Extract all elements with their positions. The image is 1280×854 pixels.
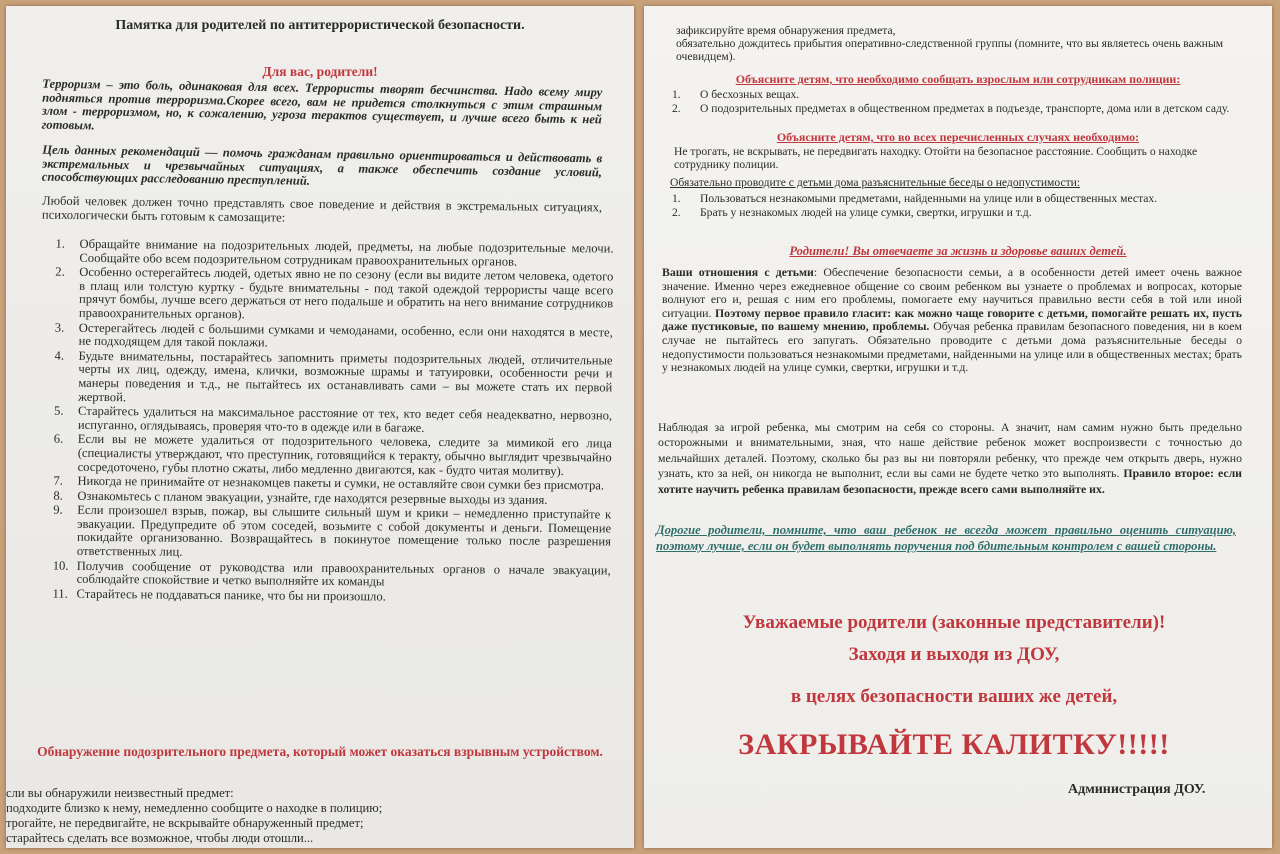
found-heading: Обнаружение подозрительного предмета, который может оказаться взрывным устройством. [37,744,603,759]
memo-subtitle: Для вас, родители! [262,64,378,79]
list-item: 2. О подозрительных предметах в общественном предметах в подъезде, транспорте, дома или в детском саду. [672,102,1230,115]
list-item: 9. Если произошел взрыв, пожар, вы слышите сильный шум и крики – немедленно приступайте к эвакуации. Предупредите об этом соседей, возьмите с собой документы и деньги. Помещение покидайте организованно. Возвращайтесь в покинутое помещение только после разрешения ответственных лиц. [53,502,612,559]
top-line: обязательно дождитесь прибытия оперативно-следственной группы (помните, что вы являетесь очень важным очевидцем). [676,37,1224,63]
explain1-list [672,88,1236,116]
signature: Администрация ДОУ. [1068,782,1206,797]
list-item: 4. Будьте внимательны, постарайтесь запомнить приметы подозрительных людей, отличительные черты их лиц, одежду, имена, клички, возможные шрамы и татуировки, особенности речи и манеры поведения и т.д., не пытайтесь их останавливать сами – вы можете стать их первой жертвой. [54,348,613,404]
found-line: трогайте, не передвигайте, не вскрывайте обнаруженный предмет; [6,816,364,830]
list-item: 6. Если вы не можете удалиться от подозрительного человека, следите за мимикой его лица (специалисты утверждают, что преступник, готовящийся к теракту, обычно выглядит чрезвычайно сосредоточено, губы плотно сжаты, либо медленно двигаются, как - будто читая молитву). [53,431,612,478]
rules-list [42,238,613,607]
explain2-text: Не трогать, не вскрывать, не передвигать находку. Отойти на безопасное расстояние. Сообщить о находке сотруднику полиции. [674,145,1198,171]
list-item: 7. Никогда не принимайте от незнакомцев пакеты и сумки, не оставляйте свои сумки без присмотра. [53,473,605,493]
found-line: сли вы обнаружили неизвестный предмет: [6,786,234,800]
list-item: 11. Старайтесь не поддаваться панике, что бы ни произошло. [52,586,386,604]
list-item: 3. Остерегайтесь людей с большими сумками и чемоданами, особенно, если они находятся в месте, не подходящем для такой поклажи. [54,320,613,350]
talks-list [672,192,1236,220]
parents-slogan: Родители! Вы отвечаете за жизнь и здоровье ваших детей. [789,244,1127,258]
talks-heading: Обязательно проводите с детьми дома разъяснительные беседы о недопустимости: [670,176,1081,189]
list-item: 10. Получив сообщение от руководства или правоохранительных органов о начале эвакуации, соблюдайте спокойствие и четко выполняйте их команды [52,558,611,589]
notice-line-2: Заходя и выходя из ДОУ, [848,644,1060,665]
rule-two: Правило второе: если хотите научить ребенка правилам безопасности, прежде всего сами выполняйте их. [658,466,1242,496]
list-item: 1. Обращайте внимание на подозрительных людей, предметы, на любые подозрительные мелочи. Сообщайте обо всем подозрительном сотрудникам правоохранительных органов. [55,236,614,269]
top-lines [676,24,1236,63]
list-item: 2. Особенно остерегайтесь людей, одетых явно не по сезону (если вы видите летом человека, одетого в плащ или толстую куртку - будьте внимательны - под такой одеждой террористы чаще всего прячут бомбы, лучше всего держаться от него подальше и обратить на него внимание сотрудников правоохранительных органов). [55,264,614,322]
close-gate-notice: ЗАКРЫВАЙТЕ КАЛИТКУ!!!!! [738,728,1170,761]
relations-paragraph: Ваши отношения с детьми: Обеспечение безопасности семьи, а в особенности детей имеет очень важное значение. Именно через ежедневное общение со своим ребенком вы узнаете о проблемах и вопросах, которые волнуют его и, решая с ним его проблемы, помогаете ему научиться правильно вести себя в той или иной ситуации. Поэтому первое правило гласит: как можно чаще говорите с детьми, помогайте решать их, пусть даже пустиковые, по вашему мнению, проблемы. Обучая ребенка правилам безопасного поведения, ни в коем случае не пытайтесь его запугать. Обязательно проводите с детьми дома разъяснительные беседы о недопустимости пользоваться незнакомыми предметами, найденными на улице или в общественных местах; брать у незнакомых людей на улице сумки, свертки, игрушки и т.д. [662,265,1242,375]
explain1-heading: Объясните детям, что необходимо сообщать взрослым или сотрудникам полиции: [735,72,1181,86]
list-item: 1. О бесхозных вещах. [672,88,800,101]
memo-title: Памятка для родителей по антитеррористической безопасности. [115,18,525,33]
list-item: 2. Брать у незнакомых людей на улице сумки, свертки, игрушки и т.д. [672,206,1032,219]
rule-one: Поэтому первое правило гласит: как можно чаще говорите с детьми, помогайте решать их, пусть даже пустиковые, по вашему мнению, проблемы. [662,305,1242,334]
relations-label: Ваши отношения с детьми [662,265,814,279]
list-item: 1. Пользоваться незнакомыми предметами, найденными на улице или в общественных местах. [672,192,1158,205]
found-line: старайтесь сделать все возможное, чтобы люди отошли... [6,831,314,845]
top-line: зафиксируйте время обнаружения предмета, [676,24,896,37]
intro-paragraph: Терроризм – это боль, одинаковая для всех. Террористы творят бесчинства. Надо всему миру подняться против терроризма.Скорее всего, вам не придется столкнуться с этим страшным злом - терроризмом, но, к сожалению, угроза терактов существует, и лучше всего быть к ней готовым. [41,76,603,133]
found-instructions [6,786,606,846]
list-item: 8. Ознакомьтесь с планом эвакуации, узнайте, где находятся резервные выходы из здания. [53,488,548,507]
watch-paragraph: Наблюдая за игрой ребенка, мы смотрим на себя со стороны. А значит, нам самим нужно быть предельно осторожными и внимательными, зная, что наше действие ребенок может воспроизвести с точностью до мельчайших деталей. Поэтому, сколько бы раз вы ни повторяли ребенку, что прежде чем открыть дверь, нужно узнать, кто за ней, он никогда не выполнит, если вы сами не будете четко это выполнять. Правило второе: если хотите научить ребенка правилам безопасности, прежде всего сами выполняйте их. [658,420,1242,496]
notice-line-1: Уважаемые родители (законные представители)! [742,612,1166,633]
goal-paragraph: Цель данных рекомендаций — помочь гражданам правильно ориентироваться и действовать в экстремальных и чрезвычайных ситуациях, а также обеспечить создание условий, способствующих расследованию преступлений. [41,142,603,188]
right-page [644,6,1272,848]
dear-parents-note: Дорогие родители, помните, что ваш ребенок не всегда может правильно оценить ситуацию, поэтому лучше, если он будет выполнять поручения под бдительным контролем с вашей стороны. [656,523,1236,553]
lead-paragraph: Любой человек должен точно представлять свое поведение и действия в экстремальных ситуациях, психологически быть готовым к самозащите: [41,193,603,225]
found-line: подходите близко к нему, немедленно сообщите о находке в полицию; [6,801,383,815]
list-item: 5. Старайтесь удалиться на максимальное расстояние от тех, кто ведет себя неадекватно, нервозно, испуганно, оглядываясь, проверяя что-то в одежде или в багаже. [54,403,613,435]
explain2-heading: Объясните детям, что во всех перечисленных случаях необходимо: [776,130,1140,144]
notice-line-3: в целях безопасности ваших же детей, [790,686,1118,707]
left-page [6,6,634,848]
